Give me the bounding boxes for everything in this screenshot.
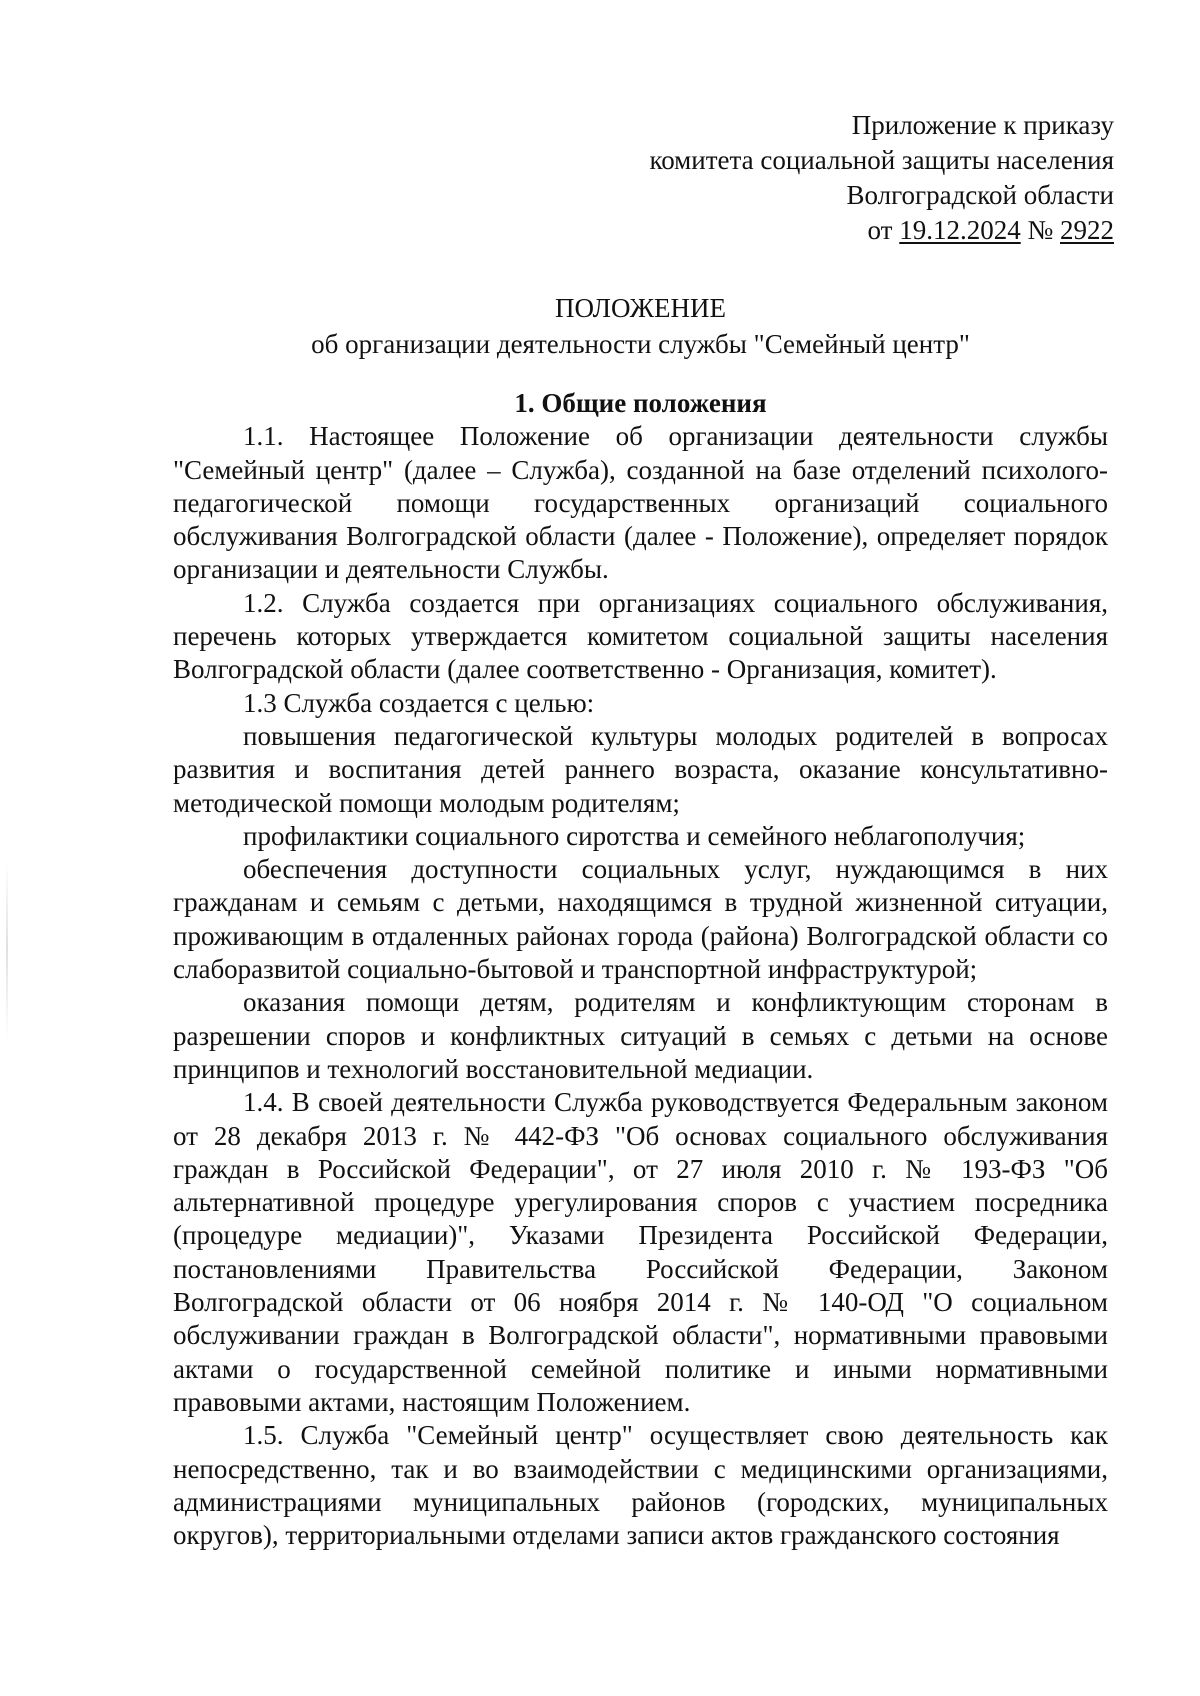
paragraph-1-5: 1.5. Служба "Семейный центр" осуществляет свою деятельность как непосредственно, так и во взаимодействии с медицинскими организациями, администрациями муниципальных районов (городских, муниципальных округов), территориальными отделами записи актов гражданского состояния — [173, 1420, 1108, 1551]
number-sign: № — [1027, 215, 1054, 245]
document-body — [173, 387, 1108, 1552]
scan-edge-shadow — [6, 860, 8, 1040]
paragraph-1-3: 1.3 Служба создается с целью: — [243, 687, 595, 718]
goal-item-orphanhood-prevention: профилактики социального сиротства и семейного неблагополучия; — [243, 820, 1026, 851]
goal-item-service-accessibility: обеспечения доступности социальных услуг, нуждающимся в них гражданам и семьям с детьми, находящимся в трудной жизненной ситуации, проживающим в отдаленных районах города (района) Волгоградской области со слаборазвитой социально-бытовой и транспортной инфраструктурой; — [173, 854, 1108, 985]
date-prefix: от — [867, 215, 893, 245]
document-title: ПОЛОЖЕНИЕ — [555, 293, 726, 323]
paragraph-1-1: 1.1. Настоящее Положение об организации деятельности службы "Семейный центр" (далее – Служба), созданной на базе отделений психолого-педагогической помощи государственных организаций социального обслуживания Волгоградской области (далее - Положение), определяет порядок организации и деятельности Службы. — [173, 421, 1108, 585]
header-line-date-number — [649, 213, 1114, 248]
goal-item-pedagogical-culture: повышения педагогической культуры молодых родителей в вопросах развития и воспитания детей раннего возраста, оказание консультативно-методической помощи молодым родителям; — [173, 720, 1108, 818]
header-line-attachment: Приложение к приказу — [851, 110, 1114, 140]
order-date: 19.12.2024 — [899, 215, 1021, 245]
header-line-committee: комитета социальной защиты населения — [649, 145, 1114, 175]
header-line-region: Волгоградской области — [846, 180, 1114, 210]
order-number: 2922 — [1060, 215, 1114, 245]
document-title-block — [173, 290, 1108, 362]
order-attachment-header — [649, 108, 1114, 248]
goal-item-mediation-assistance: оказания помощи детям, родителям и конфликтующим сторонам в разрешении споров и конфликтных ситуаций в семьях с детьми на основе принципов и технологий восстановительной медиации. — [173, 987, 1108, 1084]
paragraph-1-4: 1.4. В своей деятельности Служба руководствуется Федеральным законом от 28 декабря 2013 г. № 442-ФЗ "Об основах социального обслуживания граждан в Российской Федерации", от 27 июля 2010 г. № 193-ФЗ "Об альтернативной процедуре урегулирования споров с участием посредника (процедуре медиации)", Указами Президента Российской Федерации, постановлениями Правительства Российской Федерации, Законом Волгоградской области от 06 ноября 2014 г. № 140-ОД "О социальном обслуживании граждан в Волгоградской области", нормативными правовыми актами о государственной семейной политике и иными нормативными правовыми актами, настоящим Положением. — [173, 1087, 1108, 1417]
section-heading: 1. Общие положения — [514, 388, 767, 418]
paragraph-1-2: 1.2. Служба создается при организациях социального обслуживания, перечень которых утверждается комитетом социальной защиты населения Волгоградской области (далее соответственно - Организация, комитет). — [173, 587, 1108, 685]
document-subtitle: об организации деятельности службы "Семейный центр" — [311, 329, 970, 359]
